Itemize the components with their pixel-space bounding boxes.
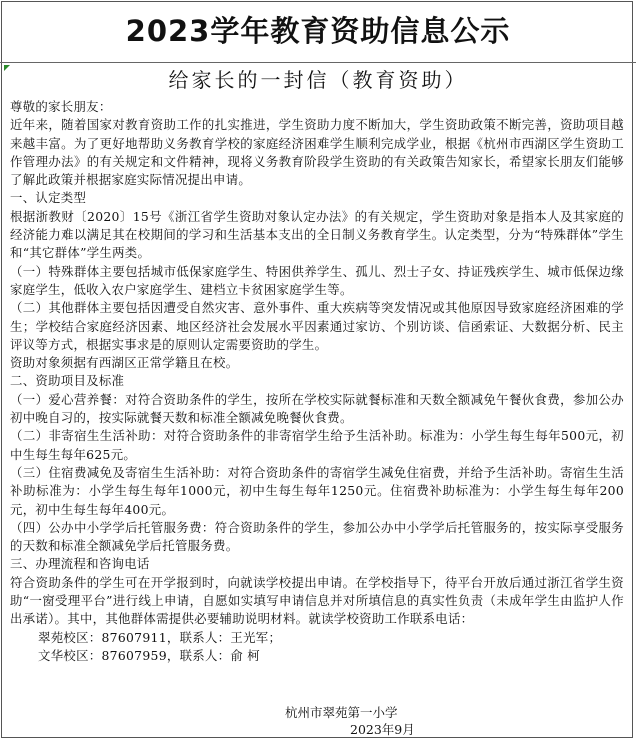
body-paragraph: 根据浙教财〔2020〕15号《浙江省学生资助对象认定办法》的有关规定，学生资助对象是指本人及其家庭的经济能力难以满足其在校期间的学习和生活基本支出的全日制义务教育学生。认定类型，分为“特殊群体”学生和“其它群体”学生两类。 [10, 208, 624, 261]
signature-school: 杭州市翠苑第一小学 [285, 705, 398, 720]
body-paragraph: （一）爱心营养餐：对符合资助条件的学生，按所在学校实际就餐标准和天数全额减免午餐伙食费，参加公办初中晚自习的，按实际就餐天数和标准全额减免晚餐伙食费。 [10, 391, 624, 426]
intro-paragraph: 近年来，随着国家对教育资助工作的扎实推进，学生资助力度不断加大，学生资助政策不断完善，资助项目越来越丰富。为了更好地帮助义务教育学校的家庭经济困难学生顺利完成学业，根据《杭州市西湖区学生资助工作管理办法》的有关规定和文件精神，现将义务教育阶段学生资助的有关政策告知家长，希望家长朋友们能够了解此政策并根据家庭实际情况提出申请。 [10, 117, 624, 188]
contact-line: 翠苑校区：87607911，联系人：王光军； [38, 629, 282, 645]
contact-line: 文华校区：87607959，联系人：俞 柯 [38, 647, 260, 663]
letter-title: 给家长的一封信（教育资助） [168, 68, 468, 92]
body-paragraph: （四）公办中小学学后托管服务费：符合资助条件的学生，参加公办中小学学后托管服务的，按实际享受服务的天数和标准全额减免学后托管服务费。 [10, 519, 624, 554]
section-heading: 三、办理流程和咨询电话 [10, 556, 150, 572]
body-paragraph: （三）住宿费减免及寄宿生生活补助：对符合资助条件的寄宿学生减免住宿费，并给予生活补助。寄宿生生活补助标准为：小学生每生每年1000元，初中生每生每年1250元。住宿费补助标准为：小学生每生每年200元，初中生每生每年400元。 [10, 464, 624, 517]
signature-date: 2023年9月 [350, 722, 415, 737]
body-paragraph: （二）非寄宿生生活补助：对符合资助条件的非寄宿学生给予生活补助。标准为：小学生每生每年500元，初中生每生每年625元。 [10, 428, 624, 462]
body-paragraph: 资助对象须据有西湖区正常学籍且在校。 [10, 355, 239, 371]
letter-body [10, 98, 624, 665]
salutation: 尊敬的家长朋友： [10, 99, 112, 114]
body-paragraph: （二）其他群体主要包括因遭受自然灾害、意外事件、重大疾病等突发情况或其他原因导致家庭经济困难的学生；学校结合家庭经济因素、地区经济社会发展水平因素通过家访、个别访谈、信函索证、大数据分析、民主评议等方式，根据实事求是的原则认定需要资助的学生。 [10, 300, 624, 352]
section-heading: 一、认定类型 [10, 190, 87, 206]
title-row [0, 0, 636, 63]
body-paragraph: （一）特殊群体主要包括城市低保家庭学生、特困供养学生、孤儿、烈士子女、持证残疾学生、城市低保边缘家庭学生，低收入农户家庭学生、建档立卡贫困家庭学生等。 [10, 263, 624, 297]
section-heading: 二、资助项目及标准 [10, 373, 125, 389]
page-title: 2023学年教育资助信息公示 [125, 14, 511, 48]
body-paragraph: 符合资助条件的学生可在开学报到时，向就读学校提出申请。在学校指导下，待平台开放后通过浙江省学生资助“一窗受理平台”进行线上申请，自愿如实填写申请信息并对所填信息的真实性负责（未成年学生由监护人作出承诺）。其中，其他群体需提供必要辅助说明材料。就读学校资助工作联系电话： [10, 574, 624, 627]
